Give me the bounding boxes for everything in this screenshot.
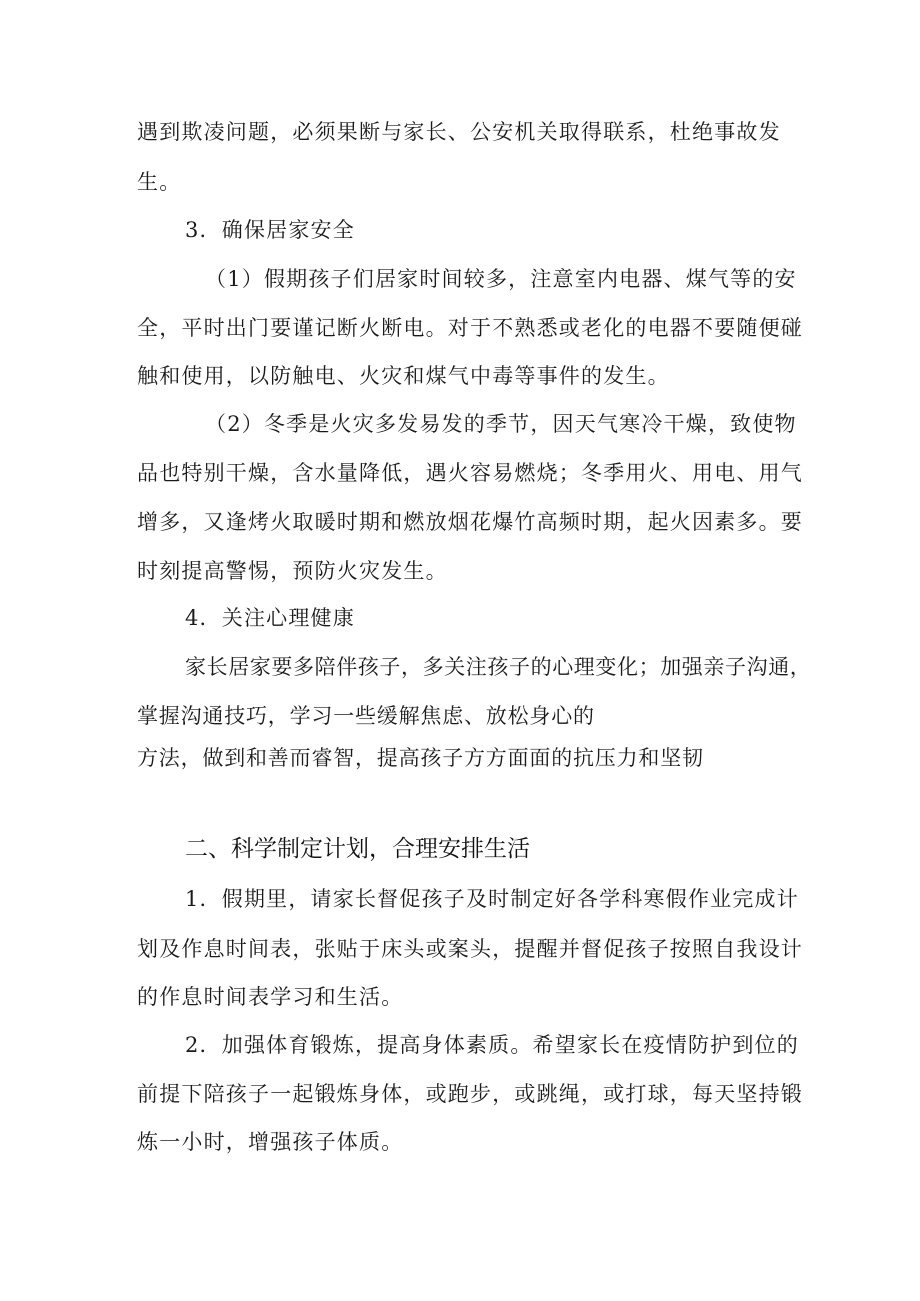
paragraph-line: 触和使用，以防触电、火灾和煤气中毒等事件的发生。 [137, 364, 670, 388]
paragraph-line: 家长居家要多陪伴孩子，多关注孩子的心理变化；加强亲子沟通， [185, 655, 812, 679]
paragraph-line: 掌握沟通技巧，学习一些缓解焦虑、放松身心的 [137, 704, 595, 728]
section-heading: 二、科学制定计划，合理安排生活 [185, 836, 530, 862]
paragraph-line: 方法，做到和善而睿智，提高孩子方方面面的抗压力和坚韧 [137, 746, 704, 770]
paragraph-line: 增多，又逢烤火取暖时期和燃放烟花爆竹高频时期，起火因素多。要 [137, 510, 803, 534]
paragraph-line: 2．加强体育锻炼，提高身体素质。希望家长在疫情防护到位的 [185, 1033, 799, 1057]
paragraph-line: （2）冬季是火灾多发易发的季节，因天气寒冷干燥，致使物 [205, 412, 797, 436]
paragraph-line: 时刻提高警惕，预防火灾发生。 [137, 559, 448, 583]
paragraph-line: 生。 [137, 170, 182, 194]
subsection-title: 3．确保居家安全 [185, 218, 355, 242]
paragraph-line: 划及作息时间表，张贴于床头或案头，提醒并督促孩子按照自我设计 [137, 937, 803, 961]
paragraph-line: 品也特别干燥，含水量降低，遇火容易燃烧；冬季用火、用电、用气 [137, 461, 803, 485]
paragraph-line: 炼一小时，增强孩子体质。 [137, 1130, 404, 1154]
paragraph-line: 全，平时出门要谨记断火断电。对于不熟悉或老化的电器不要随便碰 [137, 316, 803, 340]
paragraph-line: 1．假期里，请家长督促孩子及时制定好各学科寒假作业完成计 [185, 887, 799, 911]
paragraph-line: 的作息时间表学习和生活。 [137, 985, 404, 1009]
subsection-title: 4．关注心理健康 [185, 606, 355, 630]
paragraph-line: （1）假期孩子们居家时间较多，注意室内电器、煤气等的安 [205, 267, 797, 291]
paragraph-line: 遇到欺凌问题，必须果断与家长、公安机关取得联系，杜绝事故发 [137, 120, 781, 144]
paragraph-line: 前提下陪孩子一起锻炼身体，或跑步，或跳绳，或打球，每天坚持锻 [137, 1082, 803, 1106]
